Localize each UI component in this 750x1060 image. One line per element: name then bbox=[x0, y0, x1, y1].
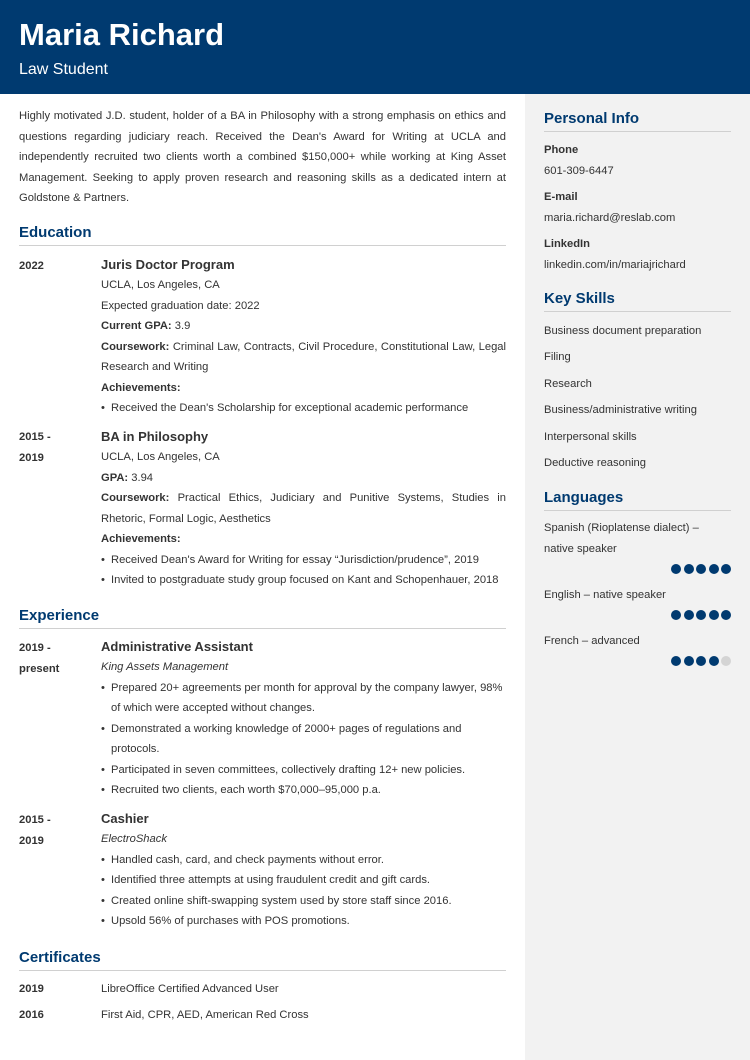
level-dot-filled bbox=[684, 610, 694, 620]
coursework-label: Coursework: bbox=[101, 340, 170, 353]
duties-list bbox=[101, 850, 506, 932]
language-item: Spanish (Rioplatense dialect) – native speaker bbox=[544, 522, 699, 555]
level-dot-filled bbox=[721, 564, 731, 574]
company-name: ElectroShack bbox=[101, 833, 167, 845]
level-dot-filled bbox=[709, 610, 719, 620]
coursework-value: Practical Ethics, Judiciary and Punitive Systems, Studies in Rhetoric, Formal Logic, Aesthetics bbox=[101, 492, 506, 525]
degree-title: Juris Doctor Program bbox=[101, 257, 235, 272]
company-name: King Assets Management bbox=[101, 661, 229, 673]
linkedin-value: linkedin.com/in/mariajrichard bbox=[544, 259, 686, 271]
skill-item: Business/administrative writing bbox=[544, 404, 697, 416]
experience-heading: Experience bbox=[19, 607, 506, 629]
list-item: • Created online shift-swapping system used by store staff since 2016. bbox=[101, 891, 506, 912]
level-dot-filled bbox=[696, 610, 706, 620]
level-dot-filled bbox=[709, 564, 719, 574]
language-level-dots bbox=[671, 564, 731, 574]
education-entry bbox=[101, 255, 506, 419]
coursework-value: Criminal Law, Contracts, Civil Procedure, Constitutional Law, Legal Research and Writing bbox=[101, 340, 506, 373]
achievements-list bbox=[101, 398, 506, 419]
coursework-label: Coursework: bbox=[101, 492, 170, 504]
level-dot-filled bbox=[684, 564, 694, 574]
gpa-line bbox=[101, 316, 506, 337]
gpa-value: 3.94 bbox=[128, 471, 154, 484]
degree-title: BA in Philosophy bbox=[101, 429, 209, 444]
email-label: E-mail bbox=[544, 191, 578, 203]
coursework-line bbox=[101, 337, 506, 378]
list-item: • Received Dean's Award for Writing for essay “Jurisdiction/prudence”, 2019 bbox=[101, 550, 506, 571]
certificates-heading: Certificates bbox=[19, 949, 506, 971]
education-heading: Education bbox=[19, 224, 506, 246]
language-item: French – advanced bbox=[544, 635, 640, 647]
skill-item: Filing bbox=[544, 351, 571, 363]
level-dot-filled bbox=[721, 610, 731, 620]
list-item: • Invited to postgraduate study group focused on Kant and Schopenhauer, 2018 bbox=[101, 570, 506, 591]
entry-date: 2015 - 2019 bbox=[19, 814, 51, 847]
skill-item: Interpersonal skills bbox=[544, 431, 637, 443]
achievements-list bbox=[101, 550, 506, 591]
job-title: Cashier bbox=[101, 811, 149, 826]
level-dot-filled bbox=[671, 656, 681, 666]
languages-heading: Languages bbox=[544, 489, 731, 511]
candidate-name: Maria Richard bbox=[19, 17, 225, 52]
list-item: • Handled cash, card, and check payments without error. bbox=[101, 850, 506, 871]
language-item: English – native speaker bbox=[544, 589, 666, 601]
certificate-name: LibreOffice Certified Advanced User bbox=[101, 983, 279, 995]
personal-info-heading: Personal Info bbox=[544, 110, 731, 132]
entry-date: 2015 - 2019 bbox=[19, 431, 51, 464]
skill-item: Research bbox=[544, 378, 592, 390]
language-level-dots bbox=[671, 610, 731, 620]
skill-item: Business document preparation bbox=[544, 325, 702, 337]
level-dot-filled bbox=[684, 656, 694, 666]
list-item: • Participated in seven committees, collectively drafting 12+ new policies. bbox=[101, 760, 506, 781]
language-level-dots bbox=[671, 656, 731, 666]
achievements-label: Achievements: bbox=[101, 381, 181, 394]
entry-date: 2019 - present bbox=[19, 642, 60, 675]
graduation-note: Expected graduation date: 2022 bbox=[101, 299, 260, 312]
level-dot-empty bbox=[721, 656, 731, 666]
level-dot-filled bbox=[671, 610, 681, 620]
level-dot-filled bbox=[696, 564, 706, 574]
level-dot-filled bbox=[696, 656, 706, 666]
experience-entry bbox=[101, 809, 506, 932]
list-item: • Demonstrated a working knowledge of 2000+ pages of regulations and protocols. bbox=[101, 719, 506, 760]
school-name: UCLA, Los Angeles, CA bbox=[101, 451, 220, 463]
resume-header bbox=[0, 0, 750, 94]
sidebar bbox=[525, 94, 750, 1060]
list-item: • Identified three attempts at using fraudulent credit and gift cards. bbox=[101, 870, 506, 891]
duties-list bbox=[101, 678, 506, 801]
entry-date: 2022 bbox=[19, 260, 44, 272]
gpa-label: Current GPA: bbox=[101, 320, 172, 332]
list-item: • Prepared 20+ agreements per month for approval by the company lawyer, 98% of which were accepted without changes. bbox=[101, 678, 506, 719]
list-item: • Recruited two clients, each worth $70,000–95,000 p.a. bbox=[101, 780, 506, 801]
key-skills-heading: Key Skills bbox=[544, 290, 731, 312]
phone-label: Phone bbox=[544, 144, 579, 156]
gpa-value: 3.9 bbox=[171, 320, 191, 332]
candidate-title: Law Student bbox=[19, 61, 108, 78]
experience-entry bbox=[101, 637, 506, 801]
coursework-line bbox=[101, 488, 506, 529]
list-item: • Received the Dean's Scholarship for exceptional academic performance bbox=[101, 398, 506, 419]
level-dot-filled bbox=[709, 656, 719, 666]
job-title: Administrative Assistant bbox=[101, 639, 253, 654]
certificate-date: 2019 bbox=[19, 983, 44, 995]
achievements-label: Achievements: bbox=[101, 533, 181, 545]
list-item: • Upsold 56% of purchases with POS promotions. bbox=[101, 911, 506, 932]
certificate-name: First Aid, CPR, AED, American Red Cross bbox=[101, 1009, 309, 1021]
profile-summary: Highly motivated J.D. student, holder of a BA in Philosophy with a strong emphasis on ethics and questions regarding judiciary reach. Received the Dean's Award for Writing at UCLA and independently recruited two clients worth a combined $150,000+ while working at King Asset Management. Seeking to apply proven research and reasoning skills as a dedicated intern at Goldstone & Partners. bbox=[19, 110, 506, 205]
level-dot-filled bbox=[671, 564, 681, 574]
education-entry bbox=[101, 427, 506, 591]
email-value: maria.richard@reslab.com bbox=[544, 212, 676, 224]
school-name: UCLA, Los Angeles, CA bbox=[101, 279, 220, 291]
linkedin-label: LinkedIn bbox=[544, 238, 590, 250]
phone-value: 601-309-6447 bbox=[544, 165, 614, 177]
gpa-label: GPA: bbox=[101, 471, 129, 484]
gpa-line bbox=[101, 468, 506, 489]
certificate-date: 2016 bbox=[19, 1009, 44, 1021]
skill-item: Deductive reasoning bbox=[544, 457, 646, 469]
